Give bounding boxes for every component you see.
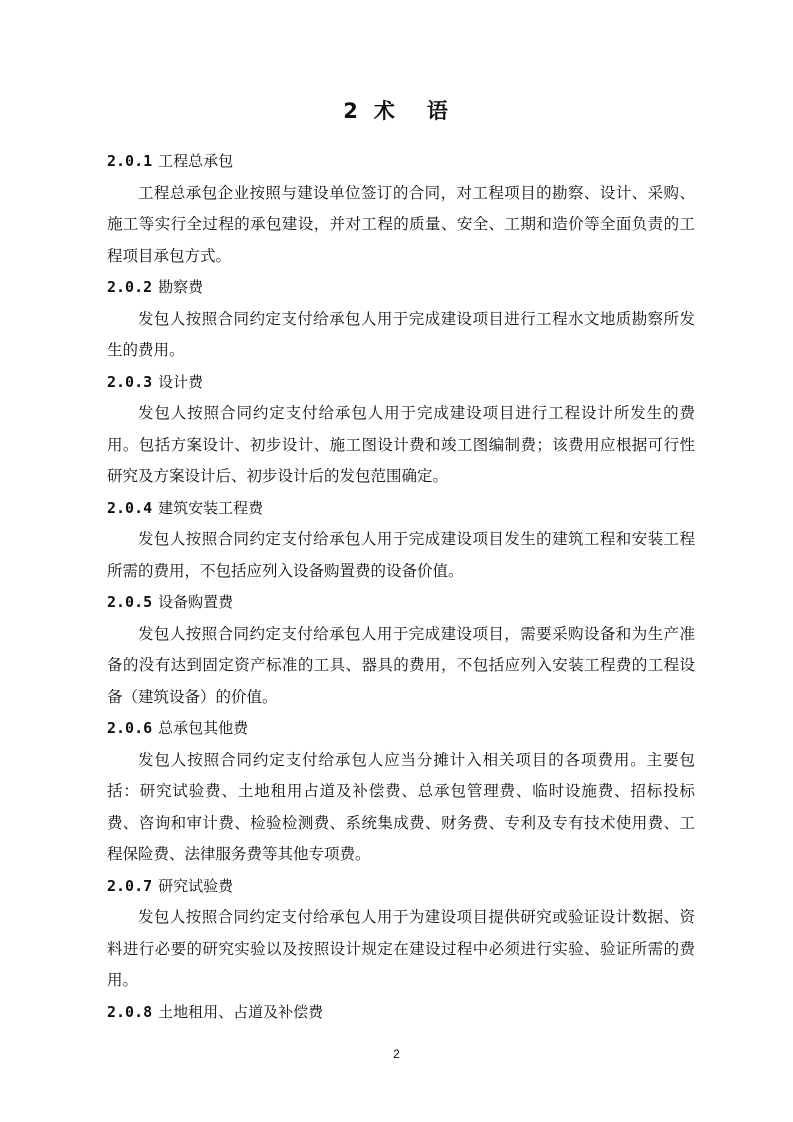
chapter-title-part2: 语 (426, 99, 450, 123)
term-number: 2.0.8 (107, 1002, 153, 1021)
term-definition: 发包人按照合同约定支付给承包人用于完成建设项目进行工程设计所发生的费用。包括方案设计、初步设计、施工图设计费和竣工图编制费；该费用应根据可行性研究及方案设计后、初步设计后的发包范围确定。 (107, 404, 695, 485)
term-name: 总承包其他费 (158, 719, 249, 737)
term-definition: 工程总承包企业按照与建设单位签订的合同，对工程项目的勘察、设计、采购、施工等实行全过程的承包建设，并对工程的质量、安全、工期和造价等全面负责的工程项目承包方式。 (107, 183, 695, 265)
term-heading (107, 871, 695, 903)
term-heading (107, 367, 695, 399)
term-heading (107, 146, 695, 178)
term-definition: 发包人按照合同约定支付给承包人应当分摊计入相关项目的各项费用。主要包括：研究试验费、土地租用占道及补偿费、总承包管理费、临时设施费、招标投标费、咨询和审计费、检验检测费、系统集成费、财务费、专利及专有技术使用费、工程保险费、法律服务费等其他专项费。 (107, 750, 695, 863)
term-definition: 发包人按照合同约定支付给承包人用于完成建设项目进行工程水文地质勘察所发生的费用。 (107, 309, 695, 359)
term-name: 设计费 (158, 372, 204, 391)
term-entry (107, 997, 695, 1029)
term-number: 2.0.4 (107, 498, 153, 517)
term-entry (107, 146, 695, 272)
term-heading (107, 587, 695, 619)
term-heading (107, 272, 695, 304)
term-definition: 发包人按照合同约定支付给承包人用于完成建设项目，需要采购设备和为生产准备的没有达到固定资产标准的工具、器具的费用，不包括应列入安装工程费的工程设备（建筑设备）的价值。 (107, 624, 695, 706)
term-entry (107, 367, 695, 493)
chapter-number: 2 (343, 99, 360, 123)
chapter-title-part1: 术 (373, 99, 397, 123)
term-number: 2.0.1 (107, 152, 153, 170)
term-heading (107, 493, 695, 525)
term-number: 2.0.5 (107, 593, 153, 611)
chapter-title (0, 96, 793, 126)
term-definition: 发包人按照合同约定支付给承包人用于为建设项目提供研究或验证设计数据、资料进行必要的研究实验以及按照设计规定在建设过程中必须进行实验、验证所需的费用。 (107, 908, 695, 989)
term-number: 2.0.6 (107, 719, 153, 737)
term-definition: 发包人按照合同约定支付给承包人用于完成建设项目发生的建筑工程和安装工程所需的费用，不包括应列入设备购置费的设备价值。 (107, 530, 695, 580)
term-entry (107, 493, 695, 588)
term-heading (107, 997, 695, 1029)
term-number: 2.0.7 (107, 876, 153, 895)
term-entry (107, 587, 695, 713)
term-number: 2.0.2 (107, 278, 153, 296)
term-name: 研究试验费 (158, 876, 234, 895)
term-name: 勘察费 (158, 278, 204, 296)
term-entry (107, 871, 695, 997)
terms-section (107, 146, 695, 1028)
term-name: 建筑安装工程费 (158, 498, 264, 517)
term-heading (107, 713, 695, 745)
term-name: 工程总承包 (158, 152, 234, 170)
term-name: 土地租用、占道及补偿费 (158, 1002, 324, 1021)
page-number: 2 (393, 1047, 400, 1061)
term-entry (107, 713, 695, 871)
term-entry (107, 272, 695, 367)
term-name: 设备购置费 (158, 593, 234, 611)
term-number: 2.0.3 (107, 372, 153, 391)
